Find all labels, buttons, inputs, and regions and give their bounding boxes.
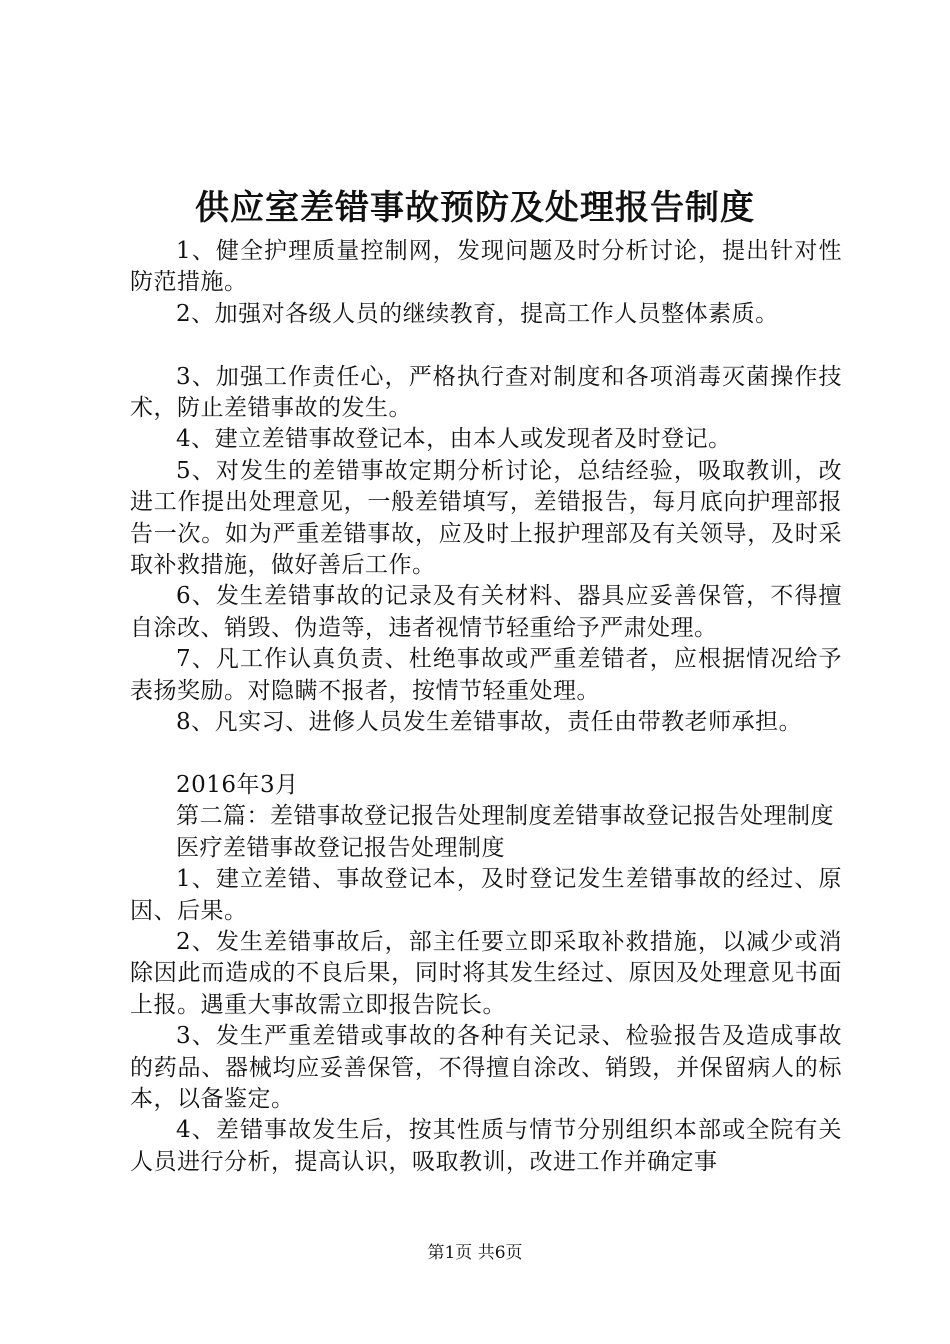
paragraph: 8、凡实习、进修人员发生差错事故，责任由带教老师承担。	[176, 709, 803, 736]
paragraph: 7、凡工作认真负责、杜绝事故或严重差错者，应根据情况给予表扬奖励。对隐瞒不报者，按情节轻重处理。	[130, 646, 842, 704]
blank-line	[130, 330, 842, 361]
paragraph: 5、对发生的差错事故定期分析讨论，总结经验，吸取教训，改进工作提出处理意见，一般差错填写，差错报告，每月底向护理部报告一次。如为严重差错事故，应及时上报护理部及有关领导，及时采取补救措施，做好善后工作。	[130, 457, 842, 579]
document-date: 2016年3月	[176, 771, 299, 798]
paragraph: 3、发生严重差错或事故的各种有关记录、检验报告及造成事故的药品、器械均应妥善保管，不得擅自涂改、销毁，并保留病人的标本，以备鉴定。	[130, 1023, 842, 1112]
document-title: 供应室差错事故预防及处理报告制度	[195, 188, 755, 228]
paragraph: 3、加强工作责任心，严格执行查对制度和各项消毒灭菌操作技术，防止差错事故的发生。	[130, 363, 842, 422]
document-body	[130, 236, 842, 1178]
blank-line	[130, 738, 842, 769]
paragraph: 6、发生差错事故的记录及有关材料、器具应妥善保管，不得擅自涂改、销毁、伪造等，违者视情节轻重给予严肃处理。	[130, 583, 842, 641]
paragraph: 2、发生差错事故后，部主任要立即采取补救措施，以减少或消除因此而造成的不良后果，同时将其发生经过、原因及处理意见书面上报。遇重大事故需立即报告院长。	[130, 928, 842, 1018]
paragraph: 1、健全护理质量控制网，发现问题及时分析讨论，提出针对性防范措施。	[130, 238, 842, 296]
page-footer: 第1页 共6页	[427, 1243, 523, 1263]
section-heading: 第二篇：差错事故登记报告处理制度差错事故登记报告处理制度	[176, 803, 834, 830]
subsection-title: 医疗差错事故登记报告处理制度	[176, 834, 505, 861]
paragraph: 4、建立差错事故登记本，由本人或发现者及时登记。	[176, 426, 732, 453]
paragraph: 4、差错事故发生后，按其性质与情节分别组织本部或全院有关人员进行分析，提高认识，吸取教训，改进工作并确定事	[130, 1117, 842, 1175]
paragraph: 2、加强对各级人员的继续教育，提高工作人员整体素质。	[176, 300, 779, 327]
paragraph: 1、建立差错、事故登记本，及时登记发生差错事故的经过、原因、后果。	[130, 866, 842, 924]
